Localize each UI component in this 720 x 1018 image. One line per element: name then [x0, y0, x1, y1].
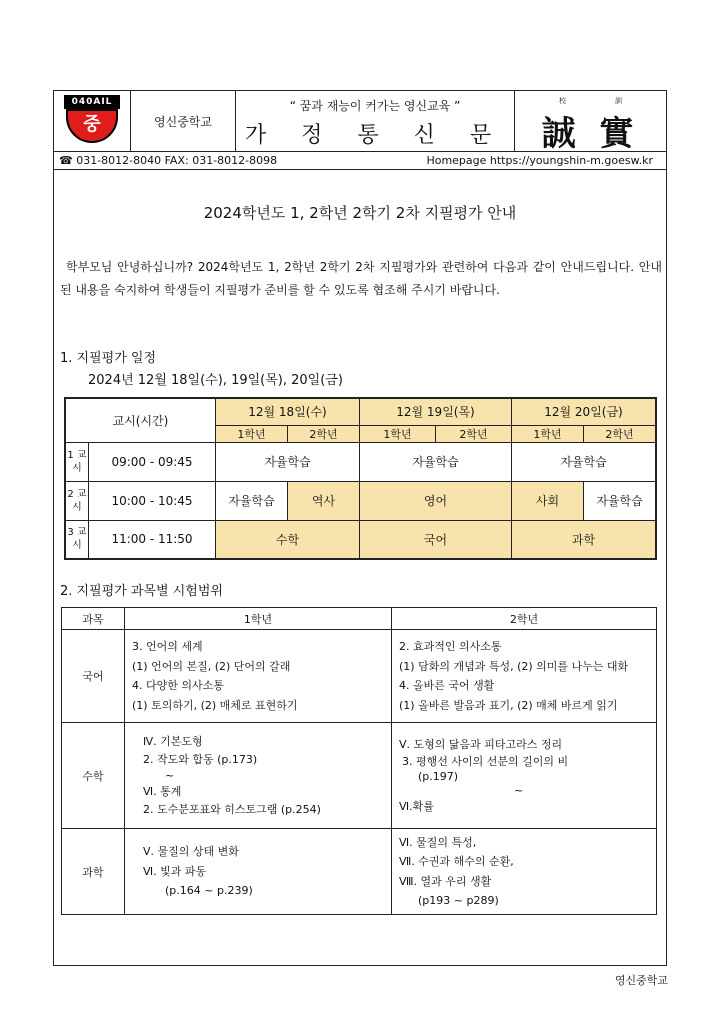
math-g1	[125, 723, 392, 829]
grade-header: 1학년	[216, 425, 288, 442]
exam-cell: 자율학습	[512, 442, 657, 481]
exam-cell: 사회	[512, 481, 584, 520]
school-name: 영신중학교	[131, 91, 236, 152]
range-line: (p.197)	[418, 769, 459, 783]
exam-cell: 영어	[360, 481, 512, 520]
day-header: 12월 19일(목)	[360, 398, 512, 425]
logo-shield: 중	[66, 109, 118, 143]
range-line: 2. 작도와 합동 (p.173)	[143, 752, 258, 766]
subject-math: 수학	[62, 723, 125, 829]
day-header: 12월 18일(수)	[216, 398, 360, 425]
range-line: ~	[514, 783, 524, 797]
range-header: 과목	[62, 608, 125, 630]
school-logo	[60, 93, 124, 145]
exam-cell: 역사	[288, 481, 360, 520]
period-time: 11:00 - 11:50	[89, 520, 216, 559]
range-line: 3. 평행선 사이의 선분의 길이의 비	[402, 754, 569, 768]
range-line: Ⅷ. 열과 우리 생활	[399, 874, 492, 888]
range-header: 2학년	[392, 608, 657, 630]
period-label: 3 교 시	[65, 520, 89, 559]
range-line: Ⅳ. 기본도형	[143, 734, 203, 748]
schedule-table	[64, 397, 657, 560]
slogan: “ 꿈과 재능이 커가는 영신교육 ”	[289, 99, 461, 113]
range-line: ~	[165, 768, 175, 782]
range-line: (p193 ~ p289)	[418, 894, 499, 907]
science-g1	[125, 829, 392, 915]
letterhead	[53, 90, 667, 152]
grade-header: 2학년	[436, 425, 512, 442]
range-line: (1) 올바른 발음과 표기, (2) 매체 바르게 읽기	[399, 698, 618, 712]
period-time: 10:00 - 10:45	[89, 481, 216, 520]
homepage: Homepage https://youngshin-m.goesw.kr	[426, 154, 653, 167]
range-line: (1) 언어의 본질, (2) 단어의 갈래	[132, 659, 291, 673]
range-line: 2. 효과적인 의사소통	[399, 640, 502, 653]
exam-cell: 자율학습	[584, 481, 657, 520]
period-label: 2 교 시	[65, 481, 89, 520]
range-line: 2. 도수분포표와 히스토그램 (p.254)	[143, 802, 321, 816]
math-g2	[392, 723, 657, 829]
exam-cell: 수학	[216, 520, 360, 559]
motto-label-left: 校	[559, 97, 566, 105]
grade-header: 2학년	[288, 425, 360, 442]
phone-fax: ☎ 031-8012-8040 FAX: 031-8012-8098	[59, 154, 278, 167]
range-line: 3. 언어의 세계	[132, 640, 203, 653]
exam-cell: 자율학습	[216, 481, 288, 520]
logo-cell	[54, 91, 131, 152]
grade-header: 1학년	[360, 425, 436, 442]
exam-cell: 자율학습	[360, 442, 512, 481]
science-g2	[392, 829, 657, 915]
footer-school: 영신중학교	[614, 974, 668, 987]
motto-label-right: 訓	[615, 97, 622, 105]
exam-cell: 과학	[512, 520, 657, 559]
section1-heading: 1. 지필평가 일정	[60, 351, 157, 366]
section2-heading: 2. 지필평가 과목별 시험범위	[60, 584, 223, 599]
school-motto: 誠 實	[541, 114, 640, 154]
newsletter-title: 가 정 통 신 문	[244, 123, 506, 148]
notice-title: 2024학년도 1, 2학년 2학기 2차 지필평가 안내	[203, 204, 517, 222]
range-line: Ⅴ. 도형의 닮음과 피타고라스 정리	[399, 737, 563, 751]
range-line: (1) 토의하기, (2) 매체로 표현하기	[132, 698, 298, 712]
title-cell	[236, 91, 515, 152]
period-header: 교시(시간)	[65, 398, 216, 442]
intro-paragraph: 학부모님 안녕하십니까? 2024학년도 1, 2학년 2학기 2차 지필평가와 관련하여 다음과 같이 안내드립니다. 안내된 내용을 숙지하여 학생들이 지필평가 준비를 할 수 있도록 협조해 주시기 바랍니다.	[60, 260, 662, 297]
day-header: 12월 20일(금)	[512, 398, 657, 425]
range-line: Ⅴ. 물질의 상태 변화	[143, 845, 239, 859]
contact-bar	[53, 152, 667, 170]
range-line: 4. 올바른 국어 생활	[399, 679, 495, 692]
korean-g2	[392, 630, 657, 723]
range-line: Ⅵ. 통계	[143, 784, 182, 798]
period-label: 1 교 시	[65, 442, 89, 481]
range-line: Ⅵ.확률	[399, 799, 434, 813]
range-table	[61, 607, 657, 915]
range-line: 4. 다양한 의사소통	[132, 679, 224, 692]
period-time: 09:00 - 09:45	[89, 442, 216, 481]
korean-g1	[125, 630, 392, 723]
range-line: (p.164 ~ p.239)	[165, 884, 253, 898]
range-line: Ⅵ. 물질의 특성,	[399, 835, 477, 849]
exam-cell: 자율학습	[216, 442, 360, 481]
grade-header: 1학년	[512, 425, 584, 442]
exam-dates: 2024년 12월 18일(수), 19일(목), 20일(금)	[88, 373, 343, 388]
range-header: 1학년	[125, 608, 392, 630]
subject-korean: 국어	[62, 630, 125, 723]
range-line: Ⅶ. 수권과 해수의 순환,	[399, 855, 514, 868]
range-line: Ⅵ. 빛과 파동	[143, 864, 207, 878]
exam-cell: 국어	[360, 520, 512, 559]
range-line: (1) 담화의 개념과 특성, (2) 의미를 나누는 대화	[399, 659, 629, 673]
subject-science: 과학	[62, 829, 125, 915]
grade-header: 2학년	[584, 425, 657, 442]
motto-cell	[515, 91, 667, 152]
logo-top-text: 040AIL	[64, 95, 120, 109]
